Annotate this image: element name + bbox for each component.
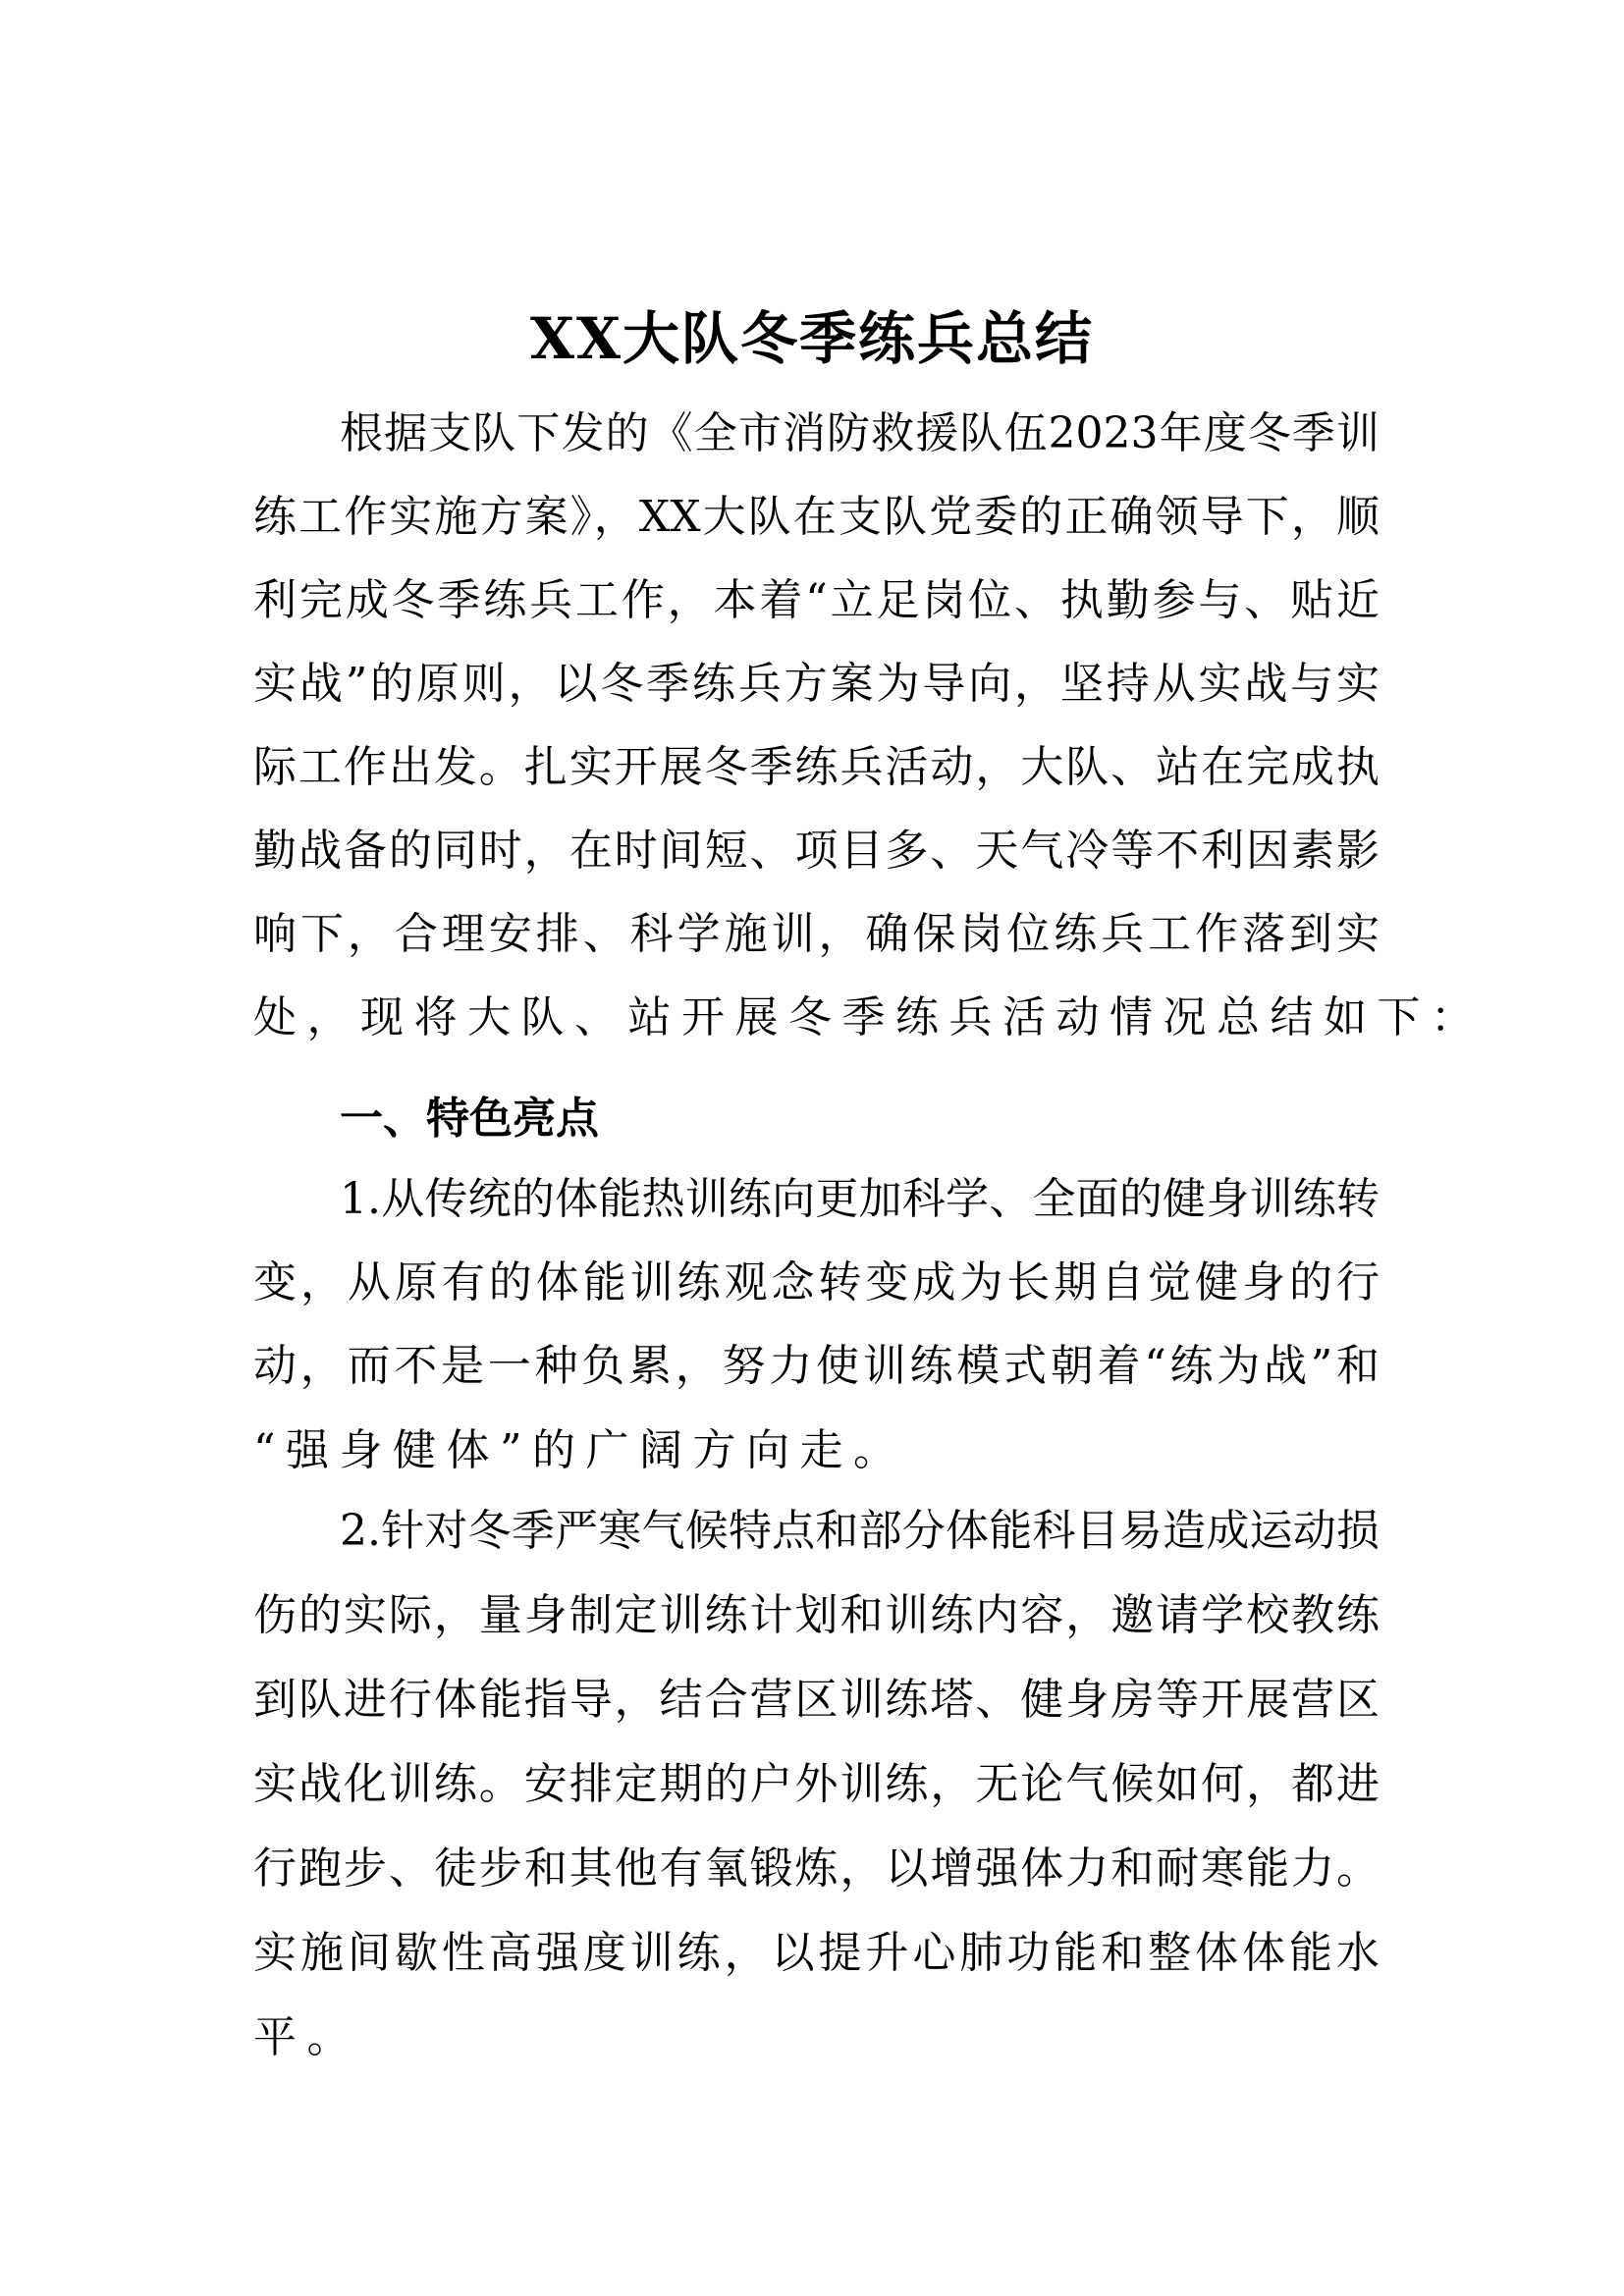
text-line: 利完成冬季练兵工作，本着“立足岗位、执勤参与、贴近 — [253, 575, 1380, 625]
text-line: 处，现将大队、站开展冬季练兵活动情况总结如下： — [253, 992, 1485, 1042]
text-line: “强身健体”的广阔方向走。 — [253, 1425, 907, 1475]
text-line: 平。 — [253, 2012, 360, 2062]
text-line: 响下，合理安排、科学施训，确保岗位练兵工作落到实 — [253, 909, 1380, 959]
text-line: 根据支队下发的《全市消防救援队伍2023年度冬季训 — [340, 408, 1380, 458]
text-line: 动，而不是一种负累，努力使训练模式朝着“练为战”和 — [253, 1341, 1380, 1391]
text-line: 伤的实际，量身制定训练计划和训练内容，邀请学校教练 — [253, 1590, 1380, 1640]
text-line: 勤战备的同时，在时间短、项目多、天气冷等不利因素影 — [253, 826, 1380, 876]
text-line: 实战化训练。安排定期的户外训练，无论气候如何，都进 — [253, 1759, 1380, 1809]
text-line: 实战”的原则，以冬季练兵方案为导向，坚持从实战与实 — [253, 659, 1380, 709]
text-line: 练工作实施方案》，XX大队在支队党委的正确领导下，顺 — [253, 492, 1380, 542]
text-line: 变，从原有的体能训练观念转变成为长期自觉健身的行 — [253, 1257, 1380, 1308]
text-line: 行跑步、徒步和其他有氧锻炼，以增强体力和耐寒能力。 — [253, 1843, 1380, 1894]
document-title: XX大队冬季练兵总结 — [529, 305, 1094, 372]
text-line: 际工作出发。扎实开展冬季练兵活动，大队、站在完成执 — [253, 742, 1380, 792]
text-line: 实施间歇性高强度训练，以提升心肺功能和整体体能水 — [253, 1928, 1380, 1978]
section-heading: 一、特色亮点 — [340, 1094, 599, 1144]
text-line: 2.针对冬季严寒气候特点和部分体能科目易造成运动损 — [340, 1506, 1380, 1556]
text-line: 1.从传统的体能热训练向更加科学、全面的健身训练转 — [340, 1174, 1380, 1224]
text-line: 到队进行体能指导，结合营区训练塔、健身房等开展营区 — [253, 1675, 1380, 1725]
